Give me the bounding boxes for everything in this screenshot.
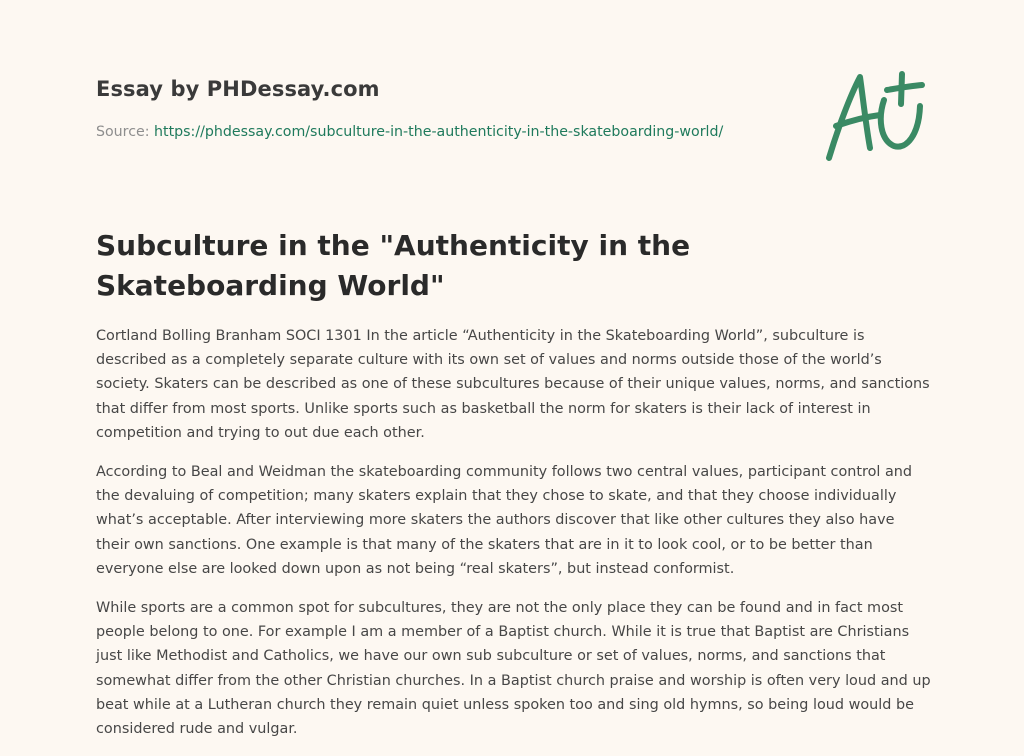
essay-title: Subculture in the "Authenticity in the Skateboarding World" [96, 229, 691, 302]
source-link[interactable]: https://phdessay.com/subculture-in-the-authenticity-in-the-skateboarding-world/ [154, 124, 724, 140]
site-brand: Essay by PHDessay.com [96, 77, 380, 101]
paragraph: According to Beal and Weidman the skateboarding community follows two central values, participant control and the devaluing of competition; many skaters explain that they chose to skate, and that they choose individually what’s acceptable. After interviewing more skaters the authors discover that like other cultures they also have their own sanctions. One example is that many of the skaters that are in it to look cool, or to be better than everyone else are looked down upon as not being “real skaters”, but instead conformist. [96, 464, 913, 577]
essay-body [96, 324, 932, 756]
paragraph: Cortland Bolling Branham SOCI 1301 In the article “Authenticity in the Skateboarding World”, subculture is described as a completely separate culture with its own set of values and norms outside those of the world’s society. Skaters can be described as one of these subcultures because of their unique values, norms, and sanctions that differ from most sports. Unlike sports such as basketball the norm for skaters is their lack of interest in competition and trying to out due each other. [96, 328, 930, 441]
a-plus-logo-icon [820, 66, 930, 166]
source-line [96, 124, 723, 140]
source-label: Source: [96, 124, 155, 140]
paragraph: While sports are a common spot for subcultures, they are not the only place they can be found and in fact most people belong to one. For example I am a member of a Baptist church. While it is true that Baptist are Christians just like Methodist and Catholics, we have our own sub subculture or set of values, norms, and sanctions that somewhat differ from the other Christian churches. In a Baptist church praise and worship is often very loud and up beat while at a Lutheran church they remain quiet unless spoken too and sing old hymns, so being loud would be considered rude and vulgar. [96, 600, 931, 738]
